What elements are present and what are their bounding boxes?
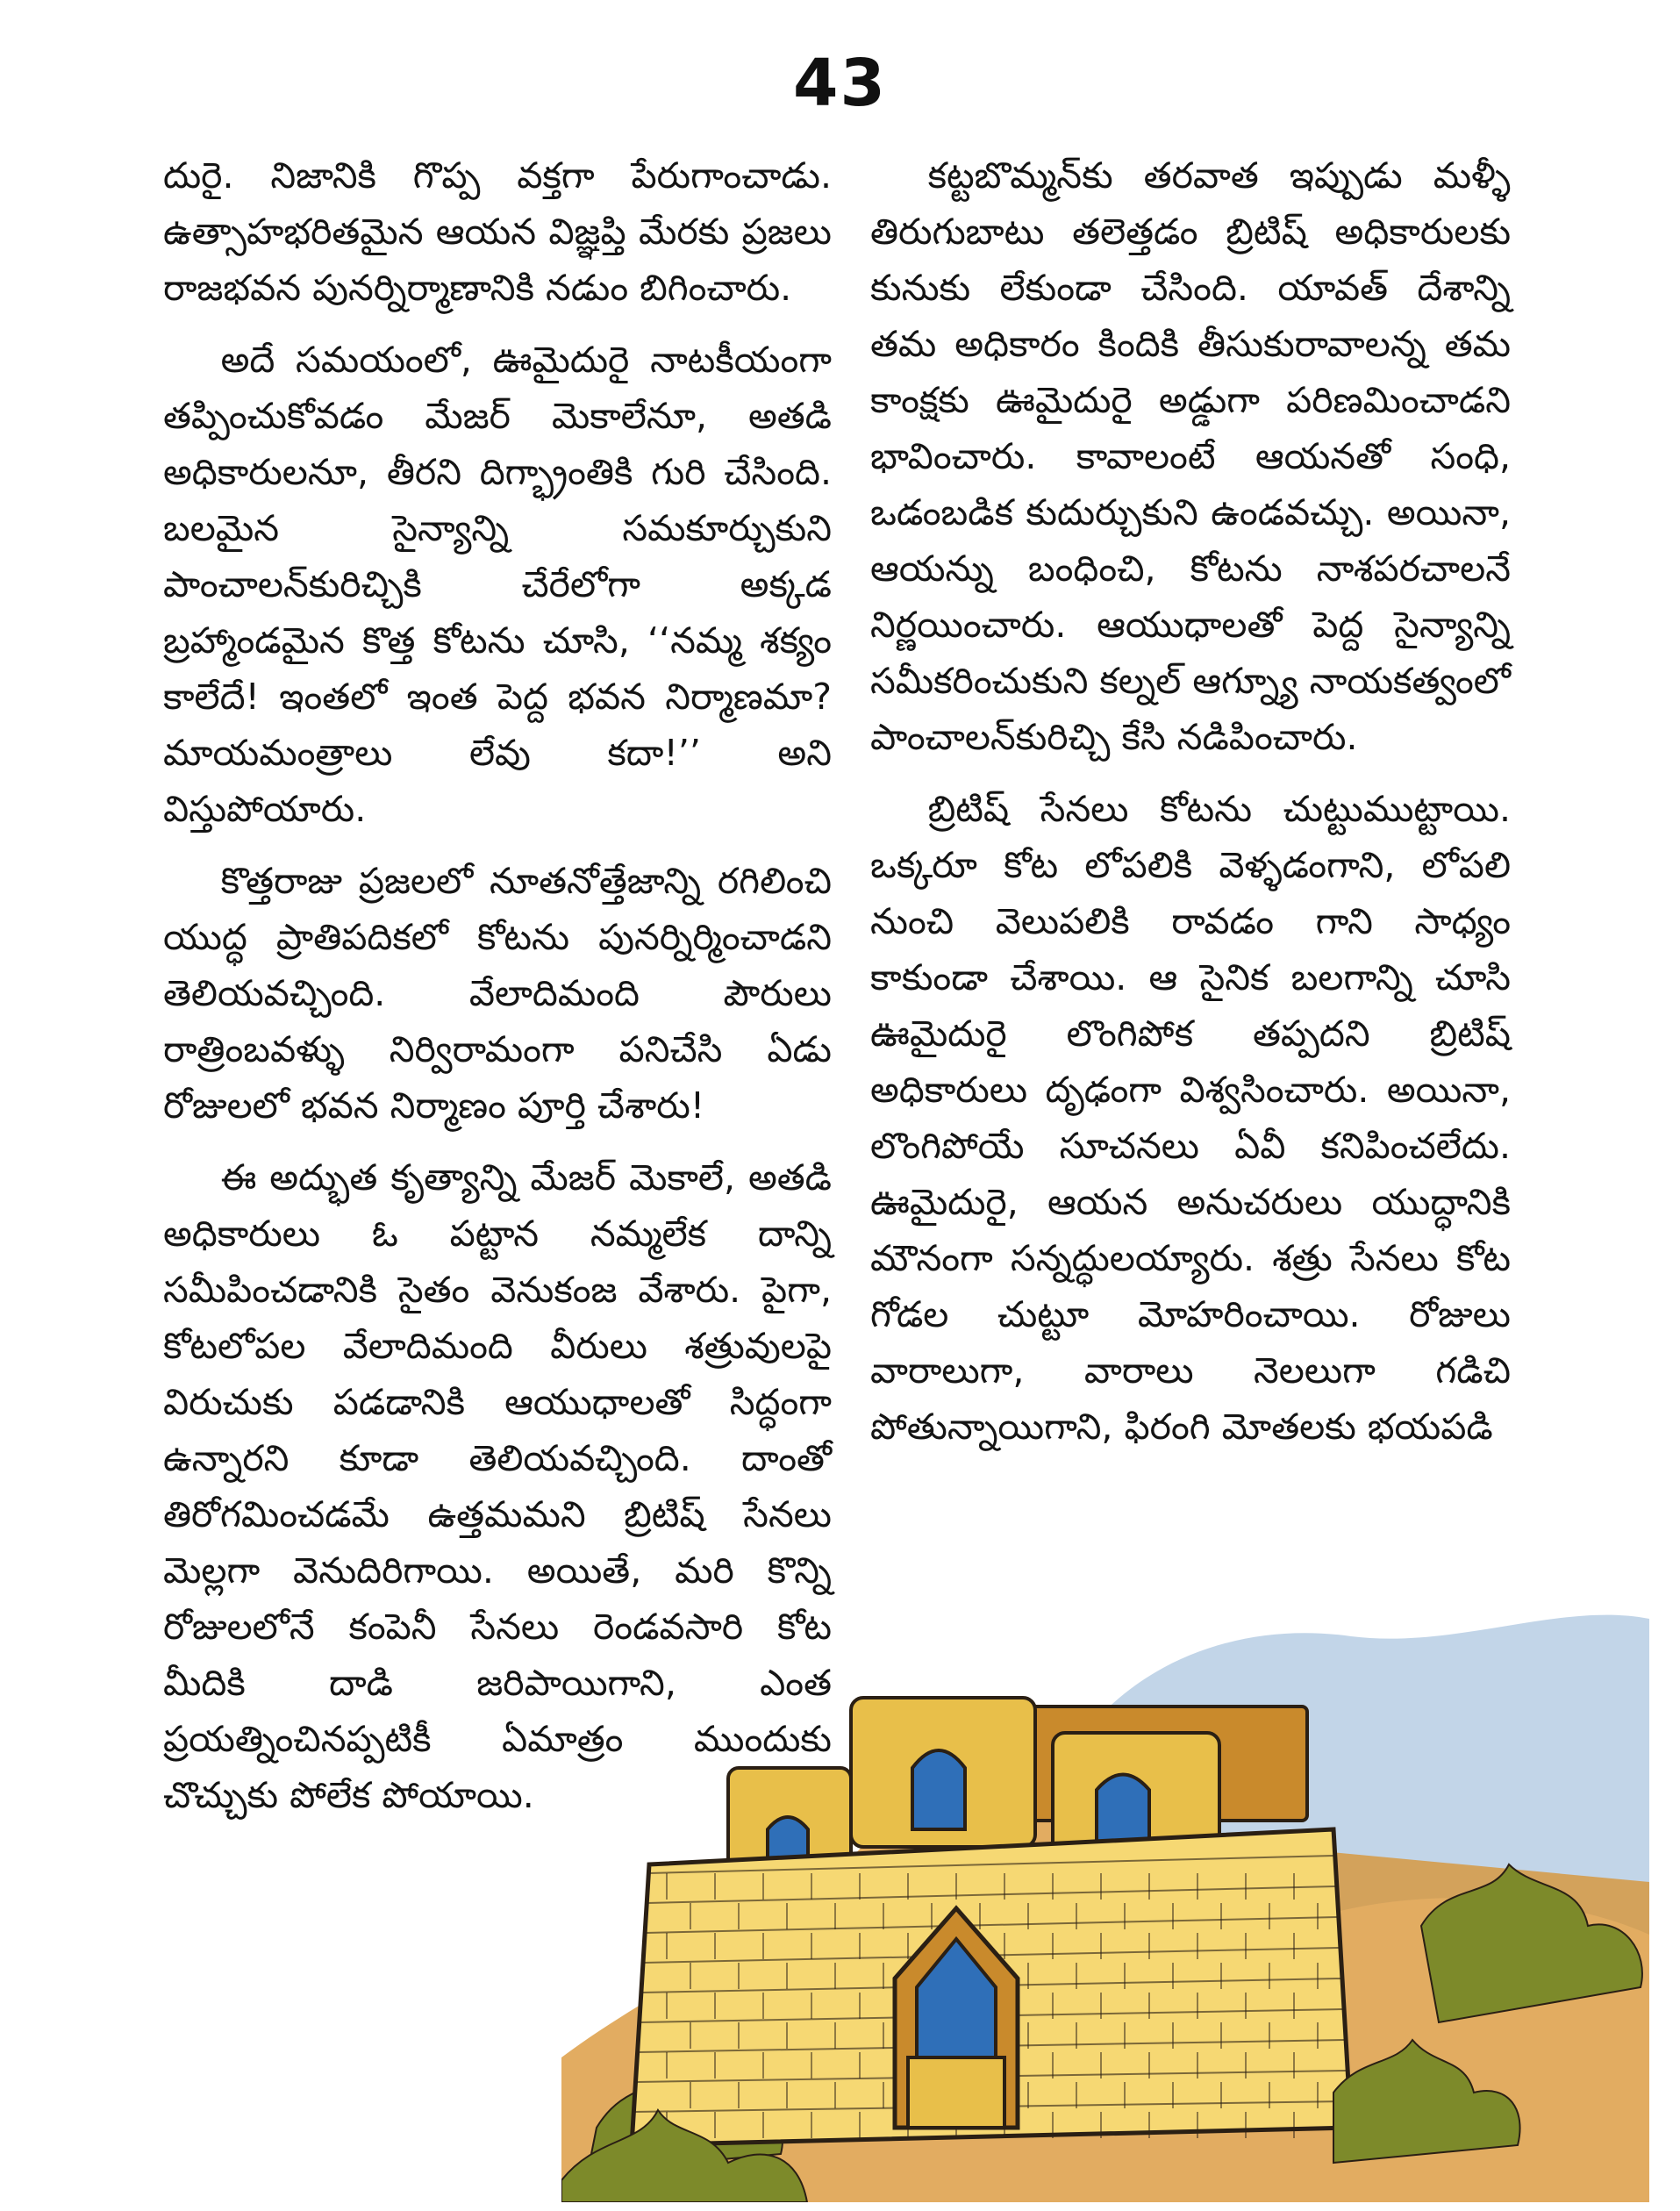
left-paragraph-4: ఈ అద్భుత కృత్యాన్ని మేజర్ మెకాలే, అతడి అధికారులు ఓ పట్టాన నమ్మలేక దాన్ని సమీపించడానికి సైతం వెనుకంజ వేశారు. పైగా, కోటలోపల వేలాదిమంది వీరులు శత్రువులపై విరుచుకు పడడానికి ఆయుధాలతో సిద్ధంగా ఉన్నారని కూడా తెలియవచ్చింది. దాంతో తిరోగమించడమే ఉత్తమమని బ్రిటిష్ సేనలు మెల్లగా వెనుదిరిగాయి. అయితే, మరి కొన్ని రోజులలోనే కంపెనీ సేనలు రెండవసారి కోట మీదికి దాడి జరిపాయిగాని, ఎంత ప్రయత్నించినప్పటికీ ఏమాత్రం ముందుకు చొచ్చుకు పోలేక పోయాయి. [163, 1156, 832, 1816]
left-paragraph-2: అదే సమయంలో, ఊమైదురై నాటకీయంగా తప్పించుకోవడం మేజర్ మెకాలేనూ, అతడి అధికారులనూ, తీరని దిగ్భ్రాంతికి గురి చేసింది. బలమైన సైన్యాన్ని సమకూర్చుకుని పాంచాలన్‌కురిచ్చికి చేరేలోగా అక్కడ బ్రహ్మాండమైన కొత్త కోటను చూసి, ‘‘నమ్మ శక్యం కాలేదే! ఇంతలో ఇంత పెద్ద భవన నిర్మాణమా? మాయమంత్రాలు లేవు కదా!’’ అని విస్తుపోయారు. [163, 339, 832, 830]
page-number: 43 [793, 46, 887, 121]
fort-illustration-svg [561, 1566, 1662, 2202]
right-paragraph-1: కట్టబొమ్మన్‌కు తరవాత ఇప్పుడు మళ్ళీ తిరుగుబాటు తలెత్తడం బ్రిటిష్ అధికారులకు కునుకు లేకుండా చేసింది. యావత్ దేశాన్ని తమ అధికారం కిందికి తీసుకురావాలన్న తమ కాంక్షకు ఊమైదురై అడ్డుగా పరిణమించాడని భావించారు. కావాలంటే ఆయనతో సంధి, ఒడంబడిక కుదుర్చుకుని ఉండవచ్చు. అయినా, ఆయన్ను బంధించి, కోటను నాశపరచాలనే నిర్ణయించారు. ఆయుధాలతో పెద్ద సైన్యాన్ని సమీకరించుకుని కల్నల్ ఆగ్న్యూ నాయకత్వంలో పాంచాలన్‌కురిచ్చి కేసి నడిపించారు. [870, 154, 1511, 758]
right-paragraph-2: బ్రిటిష్ సేనలు కోటను చుట్టుముట్టాయి. ఒక్కరూ కోట లోపలికి వెళ్ళడంగాని, లోపలి నుంచి వెలుపలికి రావడం గాని సాధ్యం కాకుండా చేశాయి. ఆ సైనిక బలగాన్ని చూసి ఊమైదురై లొంగిపోక తప్పదని బ్రిటిష్ అధికారులు దృఢంగా విశ్వసించారు. అయినా, లొంగిపోయే సూచనలు ఏవీ కనిపించలేదు. ఊమైదురై, ఆయన అనుచరులు యుద్ధానికి మౌనంగా సన్నద్ధులయ్యారు. శత్రు సేనలు కోట గోడల చుట్టూ మోహరించాయి. రోజులు వారాలుగా, వారాలు నెలలుగా గడిచి పోతున్నాయిగాని, ఫిరంగి మోతలకు భయపడి [870, 788, 1511, 1448]
right-text-column [870, 147, 1511, 1470]
left-paragraph-3: కొత్తరాజు ప్రజలలో నూతనోత్తేజాన్ని రగిలించి యుద్ధ ప్రాతిపదికలో కోటను పునర్నిర్మించాడని తెలియవచ్చింది. వేలాదిమంది పౌరులు రాత్రింబవళ్ళు నిర్విరామంగా పనిచేసి ఏడు రోజులలో భవన నిర్మాణం పూర్తి చేశారు! [163, 860, 832, 1127]
fort-illustration [561, 1566, 1662, 2202]
left-paragraph-1: దురై. నిజానికి గొప్ప వక్తగా పేరుగాంచాడు. ఉత్సాహభరితమైన ఆయన విజ్ఞప్తి మేరకు ప్రజలు రాజభవన పునర్నిర్మాణానికి నడుం బిగించారు. [163, 154, 832, 309]
